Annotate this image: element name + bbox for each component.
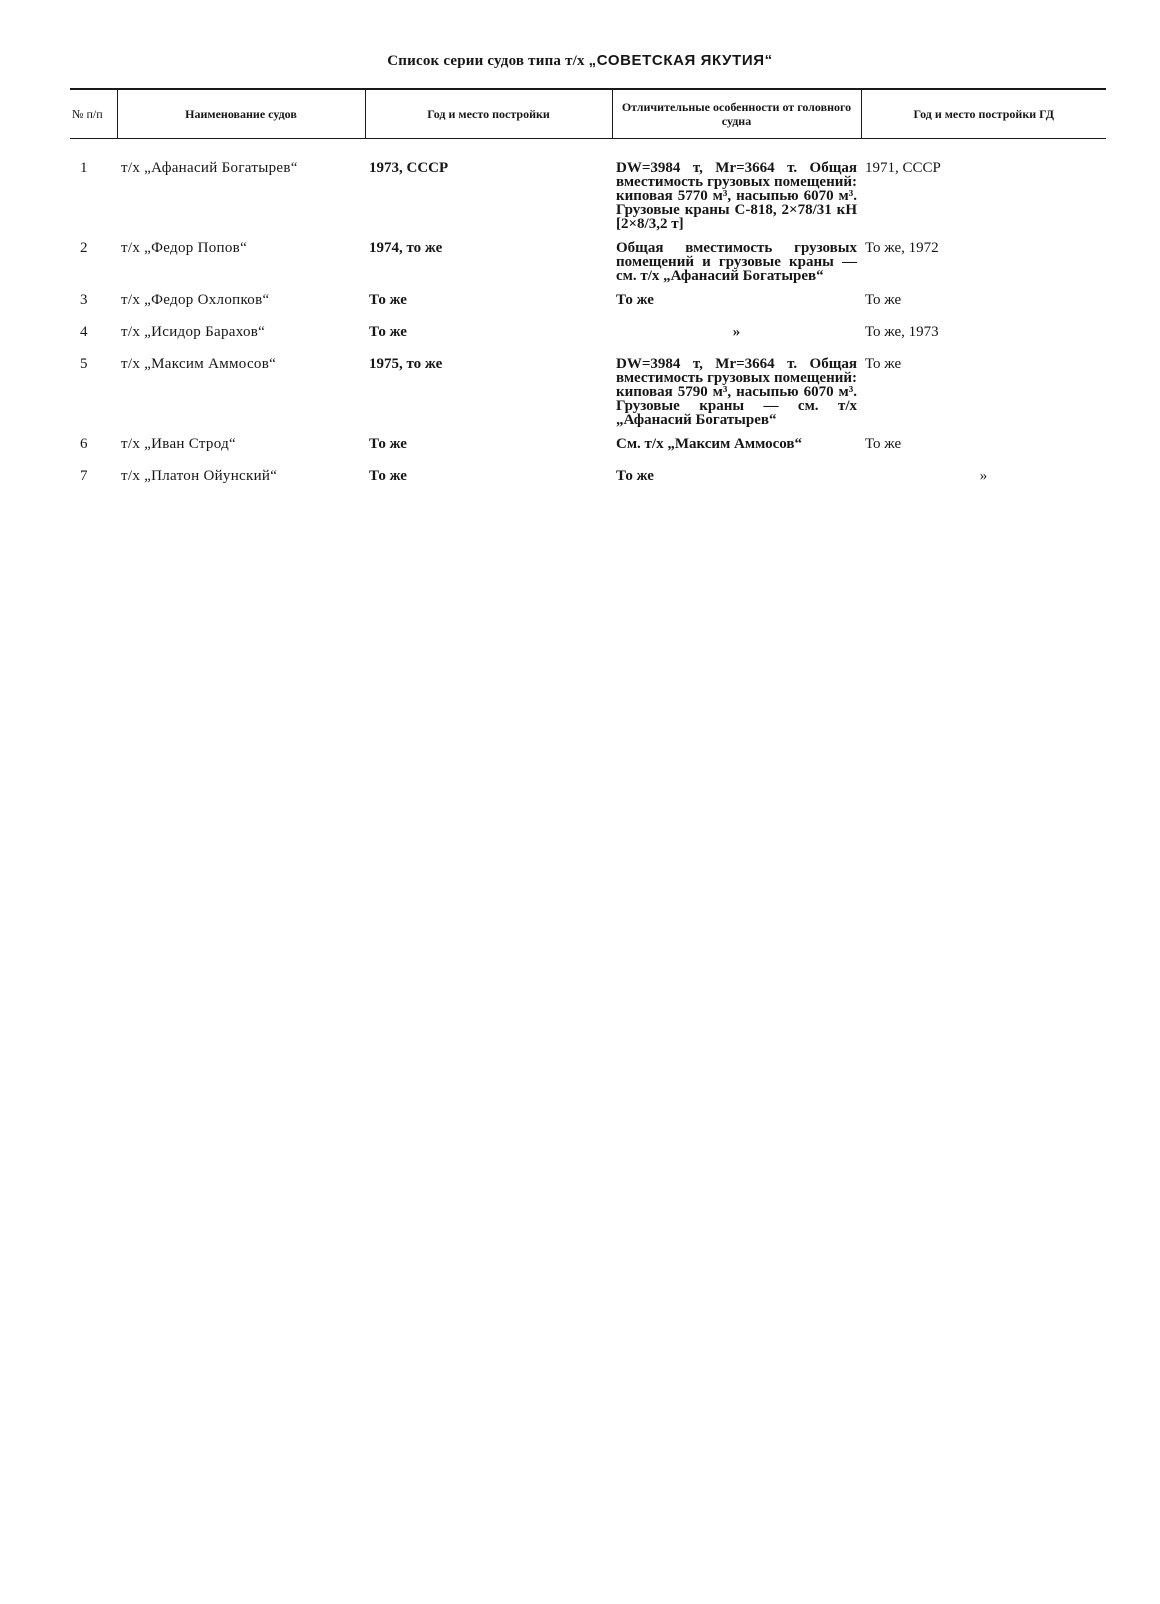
distinctive-features: DW=3984 т, Mr=3664 т. Общая вместимость грузовых помещений: киповая 5770 м³, насыпью 6070 м³. Грузовые краны С-818, 2×78/31 кН [2×8/3,2 т] [616,160,857,232]
engine-build: То же [865,436,902,452]
ship-name: т/х „Платон Ойунский“ [121,468,278,484]
row-number: 2 [80,240,88,256]
table-row [70,241,1106,293]
header-ship-name: Наименование судов [117,89,365,139]
build-year-place: 1975, то же [369,356,443,372]
header-row [70,89,1106,139]
build-year-place: То же [369,292,407,308]
table-row [70,469,1106,494]
distinctive-features: См. т/х „Максим Аммосов“ [616,436,802,452]
build-year-place: То же [369,324,407,340]
engine-build: То же, 1973 [865,324,939,340]
build-year-place: 1974, то же [369,240,443,256]
header-distinctive-features: Отличительные особенности от головного судна [612,89,861,139]
row-number: 3 [80,292,88,308]
engine-build: То же, 1972 [865,240,939,256]
title-prefix: Список серии судов типа т/х [387,53,589,69]
table-row [70,293,1106,325]
build-year-place: То же [369,436,407,452]
distinctive-features: » [732,324,741,340]
row-number: 4 [80,324,88,340]
row-number: 7 [80,468,88,484]
table-row [70,357,1106,437]
header-build-year-place: Год и место постройки [365,89,612,139]
ship-name: т/х „Афанасий Богатырев“ [121,160,298,176]
distinctive-features: То же [616,468,654,484]
distinctive-features: То же [616,292,654,308]
engine-build: То же [865,356,902,372]
header-engine-build: Год и место постройки ГД [861,89,1106,139]
ship-name: т/х „Федор Охлопков“ [121,292,270,308]
row-number: 6 [80,436,88,452]
table-header [70,89,1106,139]
ship-name: т/х „Федор Попов“ [121,240,248,256]
row-number: 5 [80,356,88,372]
build-year-place: 1973, СССР [369,160,449,176]
table-body [70,139,1106,495]
ships-table [70,88,1106,494]
distinctive-features: DW=3984 т, Mr=3664 т. Общая вместимость грузовых помещений: киповая 5790 м³, насыпью 6070 м³. Грузовые краны — см. т/х „Афанасий Богатырев“ [616,356,857,428]
ship-name: т/х „Иван Строд“ [121,436,236,452]
header-number: № п/п [70,89,117,139]
engine-build: 1971, СССР [865,160,941,176]
row-number: 1 [80,160,88,176]
title-ship-name: „СОВЕТСКАЯ ЯКУТИЯ“ [588,52,773,69]
distinctive-features: Общая вместимость грузовых помещений и грузовые краны — см. т/х „Афанасий Богатырев“ [616,240,857,284]
ship-name: т/х „Максим Аммосов“ [121,356,277,372]
build-year-place: То же [369,468,407,484]
engine-build: То же [865,292,902,308]
engine-build: » [979,468,988,484]
table-row [70,325,1106,357]
table-row [70,437,1106,469]
table-row [70,139,1106,242]
document-title [0,52,1160,70]
ship-name: т/х „Исидор Барахов“ [121,324,266,340]
